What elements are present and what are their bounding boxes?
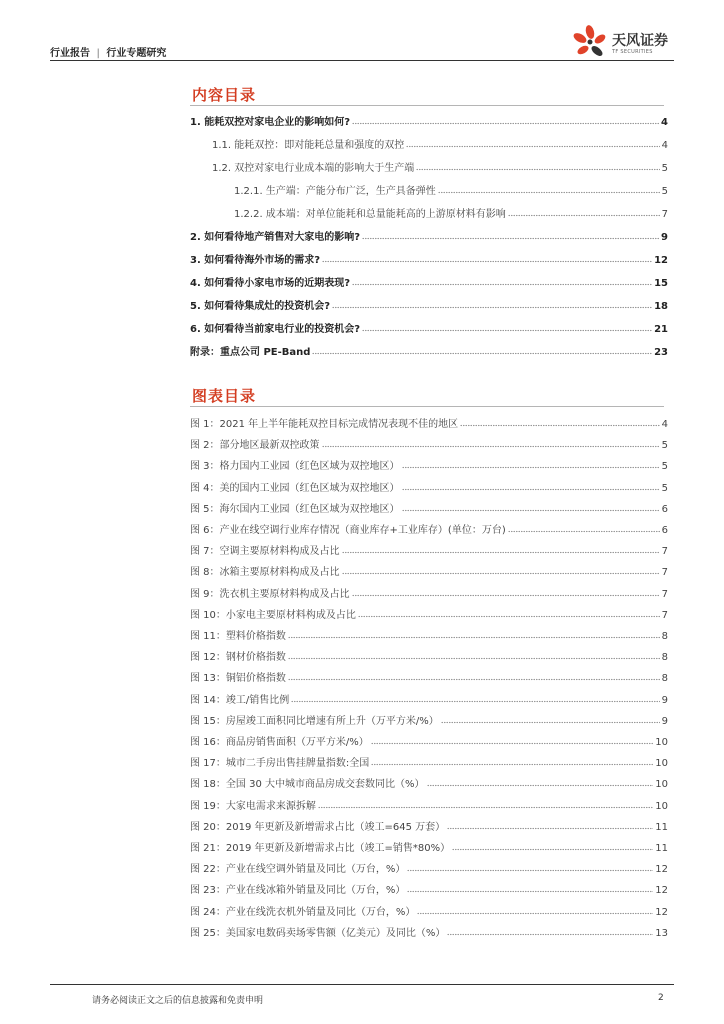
entry-label: 5. 如何看待集成灶的投资机会? (190, 301, 331, 312)
entry-page-number: 23 (654, 347, 668, 358)
contents-title: 内容目录 (192, 86, 257, 104)
dot-leader (508, 214, 660, 217)
figure-entry[interactable] (190, 499, 668, 515)
toc-entry[interactable] (190, 112, 668, 128)
entry-page-number: 9 (661, 715, 668, 727)
dot-leader (371, 763, 653, 766)
entry-label: 图 4：美的国内工业园（红色区域为双控地区） (190, 482, 400, 494)
report-header (50, 44, 166, 59)
entry-page-number: 11 (655, 821, 668, 833)
figure-entry[interactable] (190, 923, 668, 939)
toc-entry[interactable] (212, 158, 668, 174)
entry-page-number: 12 (655, 864, 668, 876)
figure-entry[interactable] (190, 435, 668, 451)
toc-entry[interactable] (190, 227, 668, 243)
toc-entry[interactable] (190, 273, 668, 289)
figure-entry[interactable] (190, 562, 668, 578)
dot-leader (417, 912, 653, 915)
dot-leader (288, 636, 660, 639)
dot-leader (452, 848, 653, 851)
brand-name-en: TF SECURITIES (612, 49, 653, 55)
toc-entry[interactable] (212, 135, 668, 151)
entry-label: 图 1：2021 年上半年能耗双控目标完成情况表现不佳的地区 (190, 419, 459, 430)
entry-page-number: 6 (661, 503, 668, 515)
figure-entry[interactable] (190, 584, 668, 600)
dot-leader (447, 933, 653, 936)
dot-leader (322, 445, 660, 448)
header-rule (50, 60, 674, 61)
figure-entry[interactable] (190, 711, 668, 727)
dot-leader (352, 594, 660, 597)
entry-label: 1. 能耗双控对家电企业的影响如何? (190, 117, 351, 128)
entry-label: 图 23：产业在线冰箱外销量及同比（万台，%） (190, 885, 406, 897)
figure-entry[interactable] (190, 817, 668, 833)
toc-entry[interactable] (234, 204, 668, 220)
entry-label: 图 3：格力国内工业园（红色区域为双控地区） (190, 461, 400, 473)
footer-page-number: 2 (658, 993, 664, 1003)
entry-label: 1.2. 双控对家电行业成本端的影响大于生产端 (212, 163, 415, 174)
entry-label: 图 15：房屋竣工面积同比增速有所上升（万平方米/%） (190, 715, 439, 727)
entry-page-number: 5 (661, 186, 668, 197)
dot-leader (342, 551, 660, 554)
entry-label: 图 6：产业在线空调行业库存情况（商业库存+工业库存）(单位：万台) (190, 525, 506, 536)
entry-label: 图 25：美国家电数码卖场零售额（亿美元）及同比（%） (190, 927, 446, 939)
entry-label: 图 11：塑料价格指数 (190, 631, 286, 642)
toc-entry[interactable] (190, 342, 668, 358)
entry-page-number: 21 (654, 324, 668, 335)
entry-page-number: 8 (661, 673, 668, 685)
contents-rule (190, 105, 664, 106)
figure-entry[interactable] (190, 520, 668, 536)
entry-label: 附录：重点公司 PE-Band (190, 347, 311, 358)
flower-logo-icon (570, 24, 610, 60)
entry-label: 图 22：产业在线空调外销量及同比（万台，%） (190, 864, 406, 876)
figure-entry[interactable] (190, 796, 668, 812)
dot-leader (407, 890, 653, 893)
header-separator: | (96, 48, 100, 59)
entry-label: 图 16：商品房销售面积（万平方米/%） (190, 737, 369, 748)
dot-leader (508, 530, 660, 533)
brand-name: 天风证券 (612, 33, 668, 49)
dot-leader (288, 678, 660, 681)
figure-entry[interactable] (190, 414, 668, 430)
entry-page-number: 7 (661, 546, 668, 558)
entry-label: 图 24：产业在线洗衣机外销量及同比（万台，%） (190, 906, 416, 918)
footer-rule (50, 984, 674, 985)
entry-page-number: 5 (661, 482, 668, 494)
dot-leader (322, 260, 652, 263)
figure-entry[interactable] (190, 456, 668, 472)
dot-leader (318, 806, 653, 809)
entry-page-number: 8 (661, 631, 668, 642)
figure-entry[interactable] (190, 902, 668, 918)
dot-leader (402, 488, 660, 491)
dot-leader (358, 615, 660, 618)
entry-page-number: 11 (655, 843, 668, 854)
entry-label: 图 10：小家电主要原材料构成及占比 (190, 609, 356, 621)
dot-leader (352, 122, 659, 125)
dot-leader (407, 869, 653, 872)
entry-page-number: 6 (661, 525, 668, 536)
figure-entry[interactable] (190, 859, 668, 875)
entry-page-number: 15 (654, 278, 668, 289)
dot-leader (441, 721, 660, 724)
entry-page-number: 10 (655, 779, 668, 791)
entry-label: 1.2.1. 生产端：产能分布广泛，生产具备弹性 (234, 186, 436, 197)
footer-disclaimer: 请务必阅读正文之后的信息披露和免责申明 (92, 996, 264, 1006)
dot-leader (291, 700, 659, 703)
entry-label: 1.2.2. 成本端：对单位能耗和总量能耗高的上游原材料有影响 (234, 209, 506, 220)
entry-label: 图 12：钢材价格指数 (190, 652, 286, 664)
brand-logo (570, 24, 680, 60)
figure-entry[interactable] (190, 838, 668, 854)
dot-leader (460, 424, 659, 427)
figure-entry[interactable] (190, 690, 668, 706)
figures-rule (190, 406, 664, 407)
dot-leader (402, 466, 660, 469)
dot-leader (406, 145, 659, 148)
report-category: 行业报告 (50, 48, 90, 59)
entry-page-number: 4 (661, 117, 668, 128)
dot-leader (288, 657, 660, 660)
entry-page-number: 12 (654, 255, 668, 266)
entry-label: 图 21：2019 年更新及新增需求占比（竣工=销售*80%） (190, 843, 451, 854)
entry-page-number: 10 (655, 737, 668, 748)
figure-entry[interactable] (190, 880, 668, 896)
figures-title: 图表目录 (192, 387, 257, 405)
entry-label: 4. 如何看待小家电市场的近期表现? (190, 278, 351, 289)
toc-entry[interactable] (190, 250, 668, 266)
figure-entry[interactable] (190, 774, 668, 790)
figure-entry[interactable] (190, 732, 668, 748)
entry-page-number: 7 (661, 209, 668, 220)
toc-entry[interactable] (190, 319, 668, 335)
figure-entry[interactable] (190, 668, 668, 684)
dot-leader (427, 784, 654, 787)
entry-page-number: 5 (661, 461, 668, 473)
entry-label: 图 9：洗衣机主要原材料构成及占比 (190, 588, 350, 600)
dot-leader (438, 191, 660, 194)
entry-label: 图 18：全国 30 大中城市商品房成交套数同比（%） (190, 779, 425, 791)
entry-page-number: 7 (661, 567, 668, 579)
entry-label: 图 7：空调主要原材料构成及占比 (190, 546, 340, 558)
entry-label: 1.1. 能耗双控：即对能耗总量和强度的双控 (212, 140, 405, 151)
entry-page-number: 18 (654, 301, 668, 312)
entry-page-number: 5 (661, 440, 668, 452)
entry-label: 2. 如何看待地产销售对大家电的影响? (190, 232, 361, 243)
figure-entry[interactable] (190, 647, 668, 663)
entry-page-number: 7 (661, 588, 668, 600)
dot-leader (332, 306, 652, 309)
entry-label: 图 17：城市二手房出售挂牌量指数:全国 (190, 758, 370, 770)
dot-leader (362, 237, 659, 240)
entry-page-number: 12 (655, 885, 668, 897)
entry-page-number: 8 (661, 652, 668, 664)
entry-page-number: 12 (655, 906, 668, 918)
dot-leader (402, 509, 660, 512)
figure-entry[interactable] (190, 541, 668, 557)
dot-leader (342, 572, 660, 575)
entry-page-number: 13 (655, 927, 668, 939)
figure-entry[interactable] (190, 626, 668, 642)
entry-page-number: 5 (661, 163, 668, 174)
entry-page-number: 10 (655, 800, 668, 812)
dot-leader (352, 283, 652, 286)
figure-entry[interactable] (190, 478, 668, 494)
toc-entry[interactable] (190, 296, 668, 312)
dot-leader (416, 168, 659, 171)
entry-label: 图 13：铜铝价格指数 (190, 673, 286, 685)
dot-leader (312, 352, 652, 355)
entry-label: 图 19：大家电需求来源拆解 (190, 800, 316, 812)
entry-label: 6. 如何看待当前家电行业的投资机会? (190, 324, 361, 335)
toc-entry[interactable] (234, 181, 668, 197)
entry-page-number: 9 (661, 232, 668, 243)
entry-label: 3. 如何看待海外市场的需求? (190, 255, 321, 266)
entry-page-number: 7 (661, 609, 668, 621)
entry-label: 图 20：2019 年更新及新增需求占比（竣工=645 万套） (190, 821, 446, 833)
entry-label: 图 14：竣工/销售比例 (190, 694, 290, 706)
dot-leader (447, 827, 653, 830)
entry-label: 图 5：海尔国内工业园（红色区域为双控地区） (190, 503, 400, 515)
entry-label: 图 2：部分地区最新双控政策 (190, 440, 320, 452)
figure-entry[interactable] (190, 605, 668, 621)
report-subcategory: 行业专题研究 (106, 48, 167, 59)
entry-label: 图 8：冰箱主要原材料构成及占比 (190, 567, 340, 579)
entry-page-number: 10 (655, 758, 668, 770)
figure-entry[interactable] (190, 753, 668, 769)
dot-leader (362, 329, 652, 332)
dot-leader (371, 742, 653, 745)
entry-page-number: 4 (661, 419, 668, 430)
entry-page-number: 4 (661, 140, 668, 151)
entry-page-number: 9 (661, 694, 668, 706)
